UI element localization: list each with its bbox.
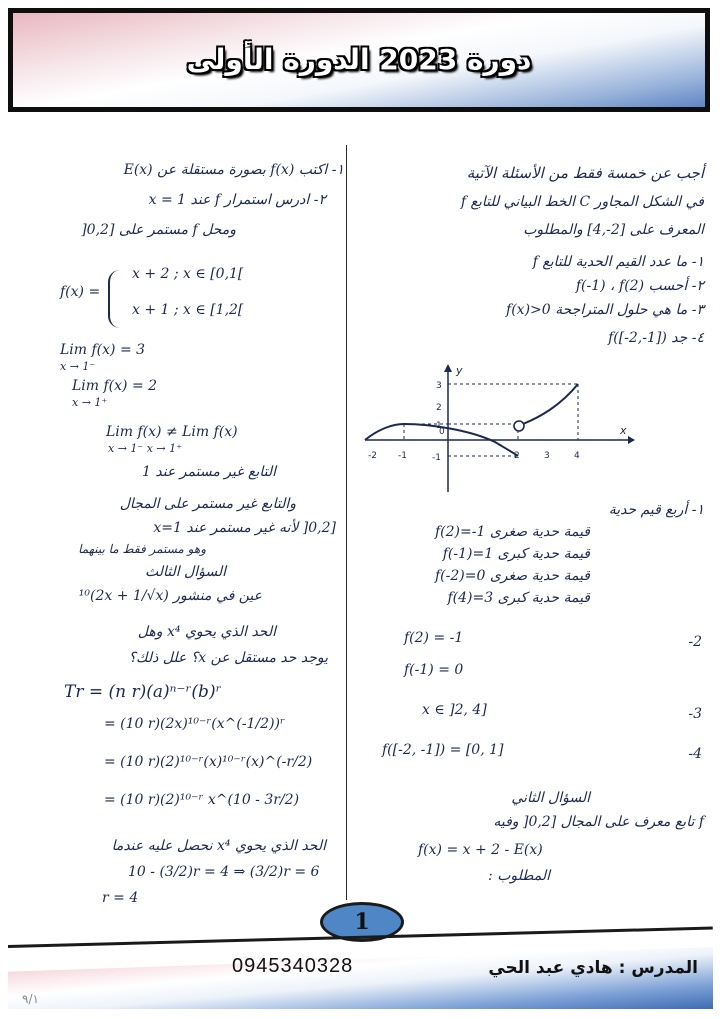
formula-line: r = 4 (102, 890, 139, 906)
y-tick: 2 (436, 403, 442, 413)
limit-line: Lim f(x) = 3 (60, 342, 146, 358)
question-line: عين في منشور (2x + 1/√x)¹⁰ (78, 588, 262, 604)
open-point (514, 421, 524, 431)
question-line: ٣- ما هي حلول المتراجحة 0<(x)f (506, 302, 704, 318)
piecewise-case: x + 1 ; x ∈ [1,2[ (132, 302, 244, 318)
left-column (10, 150, 346, 906)
conclusion-line: الحد الذي يحوي x⁴ نحصل عليه عندما (111, 838, 326, 854)
footer-banner (8, 947, 713, 1009)
limit-line: Lim f(x) ≠ Lim f(x) (106, 424, 238, 440)
column-divider (346, 145, 347, 900)
formula-line: = (10 r)(2x)¹⁰⁻ʳ(x^(-1/2))ʳ (104, 716, 285, 732)
right-column (352, 150, 710, 900)
question-line: f(x) = x + 2 - E(x) (418, 842, 543, 858)
x-axis-arrow (628, 436, 635, 444)
y-axis-label: y (456, 364, 463, 377)
conclusion-line: والتابع غير مستمر على المجال (119, 496, 296, 512)
header-banner (8, 8, 710, 112)
piecewise-label: f(x) = (60, 284, 101, 300)
answer-line: f([-2, -1]) = [0, 1] (382, 742, 504, 758)
x-tick: 3 (544, 451, 550, 461)
formula-line: = (10 r)(2)¹⁰⁻ʳ x^(10 - 3r/2) (104, 792, 300, 808)
header-title: دورة 2023 الدورة الأولى (186, 43, 532, 76)
phone-number: 0945340328 (232, 955, 354, 977)
answer-line: f(-1) = 0 (404, 662, 464, 678)
item-number: -4 (688, 746, 702, 762)
curve-right (523, 384, 578, 424)
answer-line: قيمة حدية كبرى f(-1)=1 (442, 546, 590, 562)
section-heading: السؤال الثاني (511, 790, 590, 806)
instruction-line: أجب عن خمسة فقط من الأسئلة الآتية (466, 164, 704, 182)
item-number: -2 (688, 634, 702, 650)
x-tick: 0 (439, 427, 445, 437)
limit-sub: x → 1⁻ x → 1⁺ (108, 442, 182, 455)
answer-line: x ∈ ]2, 4] (422, 702, 487, 718)
formula-line: = (10 r)(2)¹⁰⁻ʳ(x)¹⁰⁻ʳ(x)^(-r/2) (104, 754, 313, 770)
piecewise-case: x + 2 ; x ∈ [0,1[ (132, 266, 244, 282)
x-tick: -1 (398, 451, 407, 461)
teacher-name: المدرس : هادي عبد الحي (488, 958, 698, 978)
conclusion-line: التابع غير مستمر عند 1 (142, 464, 276, 480)
question-line: ٢- ادرس استمرار f عند x = 1 (148, 192, 326, 208)
question-line: f تابع معرف على المجال [0,2[ وفيه (493, 814, 704, 830)
x-tick: 2 (514, 451, 520, 461)
answer-line: f(2) = -1 (404, 630, 464, 646)
question-line: ٢- أحسب f(-1) ، f(2) (575, 278, 704, 294)
answer-line: قيمة حدية كبرى f(4)=3 (447, 590, 590, 606)
function-graph (360, 362, 635, 497)
question-line: الحد الذي يحوي x⁴ وهل (137, 624, 276, 640)
y-tick: -1 (432, 453, 441, 463)
question-line: ١- اكتب f(x) بصورة مستقلة عن E(x) (123, 162, 344, 178)
x-tick: -2 (368, 451, 377, 461)
item-number: -3 (688, 706, 702, 722)
question-line: ٤- جد f([-2,-1]) (608, 330, 704, 346)
piecewise-brace (108, 270, 124, 328)
formula-line: 10 - (3/2)r = 4 ⇒ (3/2)r = 6 (128, 864, 320, 880)
question-line: المطلوب : (488, 868, 550, 884)
y-axis-arrow (444, 364, 452, 372)
question-line: المعرف على [2-,4] والمطلوب (523, 222, 704, 238)
page-number-badge: 1 (320, 902, 404, 942)
question-line: يوجد حد مستقل عن x؟ علل ذلك؟ (128, 650, 328, 666)
limit-sub: x → 1⁺ (72, 396, 108, 409)
answer-line: قيمة حدية صغرى f(2)=-1 (435, 524, 590, 540)
question-line: ١- ما عدد القيم الحدية للتابع f (532, 254, 704, 270)
conclusion-line: وهو مستمر فقط ما بينهما (78, 542, 206, 556)
limit-sub: x → 1⁻ (60, 360, 96, 373)
section-heading: السؤال الثالث (144, 564, 226, 580)
question-line: ومحل f مستمر على [0,2[ (81, 222, 236, 238)
formula-line: Tr = (n r)(a)ⁿ⁻ʳ(b)ʳ (64, 682, 222, 702)
limit-line: Lim f(x) = 2 (72, 378, 158, 394)
y-tick: 3 (436, 381, 442, 391)
y-tick: 1 (436, 421, 442, 431)
corner-page-mark: ٩/١ (22, 992, 39, 1006)
question-line: في الشكل المجاور C الخط البياني للتابع f (460, 194, 704, 210)
conclusion-line: [0,2[ لأنه غير مستمر عند x=1 (153, 520, 336, 536)
x-tick: 4 (574, 451, 580, 461)
answer-line: قيمة حدية صغرى f(-2)=0 (435, 568, 590, 584)
answer-line: ١- أربع قيم حدية (608, 502, 704, 518)
x-axis-label: x (620, 424, 627, 437)
